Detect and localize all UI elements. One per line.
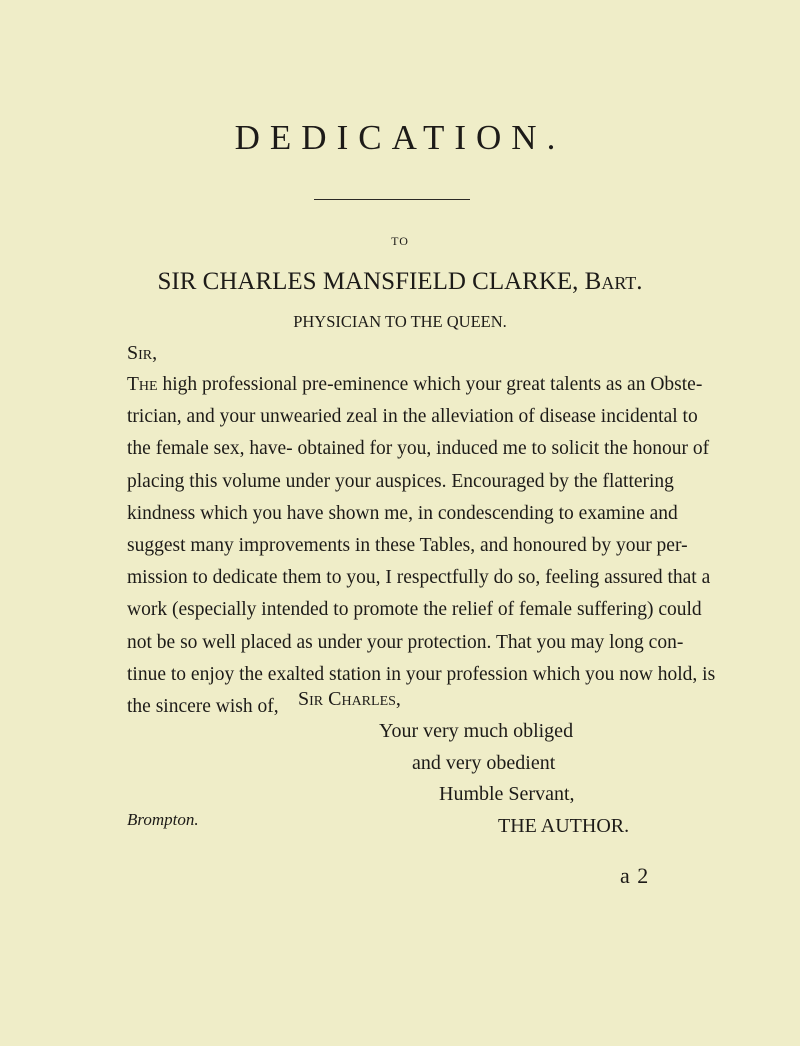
page-heading: DEDICATION. [234,118,566,157]
signature-mark: a 2 [620,863,650,888]
closing-line-3: Humble Servant, [439,783,575,805]
body-line: tinue to enjoy the exalted station in your profession which you now hold, is [127,663,716,685]
body-line: mission to dedicate them to you, I respectfully do so, feeling assured that a [127,567,711,589]
to-label: TO [391,234,409,248]
salutation: Sir, [127,342,158,364]
body-line: trician, and your unwearied zeal in the alleviation of disease incidental to [127,406,698,428]
closing-address: Sir Charles, [298,688,401,710]
recipient-name: SIR CHARLES MANSFIELD CLARKE, [157,268,579,295]
opening-word: The [127,374,158,395]
dedication-body [127,369,716,723]
body-line: The high professional pre-eminence which your great talents as an Obste- [127,374,703,395]
body-line: kindness which you have shown me, in condescending to examine and [127,502,678,524]
body-line: placing this volume under your auspices. Encouraged by the flattering [127,470,674,492]
body-line: the sincere wish of, [127,696,279,718]
body-line: suggest many improvements in these Tables, and honoured by your per- [127,535,688,557]
recipient-role: PHYSICIAN TO THE QUEEN. [293,312,507,331]
divider-rule [314,199,470,200]
body-line: work (especially intended to promote the relief of female suffering) could [127,599,702,621]
place-of-writing: Brompton. [127,810,199,829]
closing-line-2: and very obedient [412,752,556,774]
signature: THE AUTHOR. [498,815,630,837]
closing-line-1: Your very much obliged [379,720,574,742]
recipient-title: Bart. [584,268,643,295]
recipient-name-line [0,268,800,296]
body-line: the female sex, have- obtained for you, induced me to solicit the honour of [127,438,710,460]
body-line: not be so well placed as under your protection. That you may long con- [127,631,684,653]
